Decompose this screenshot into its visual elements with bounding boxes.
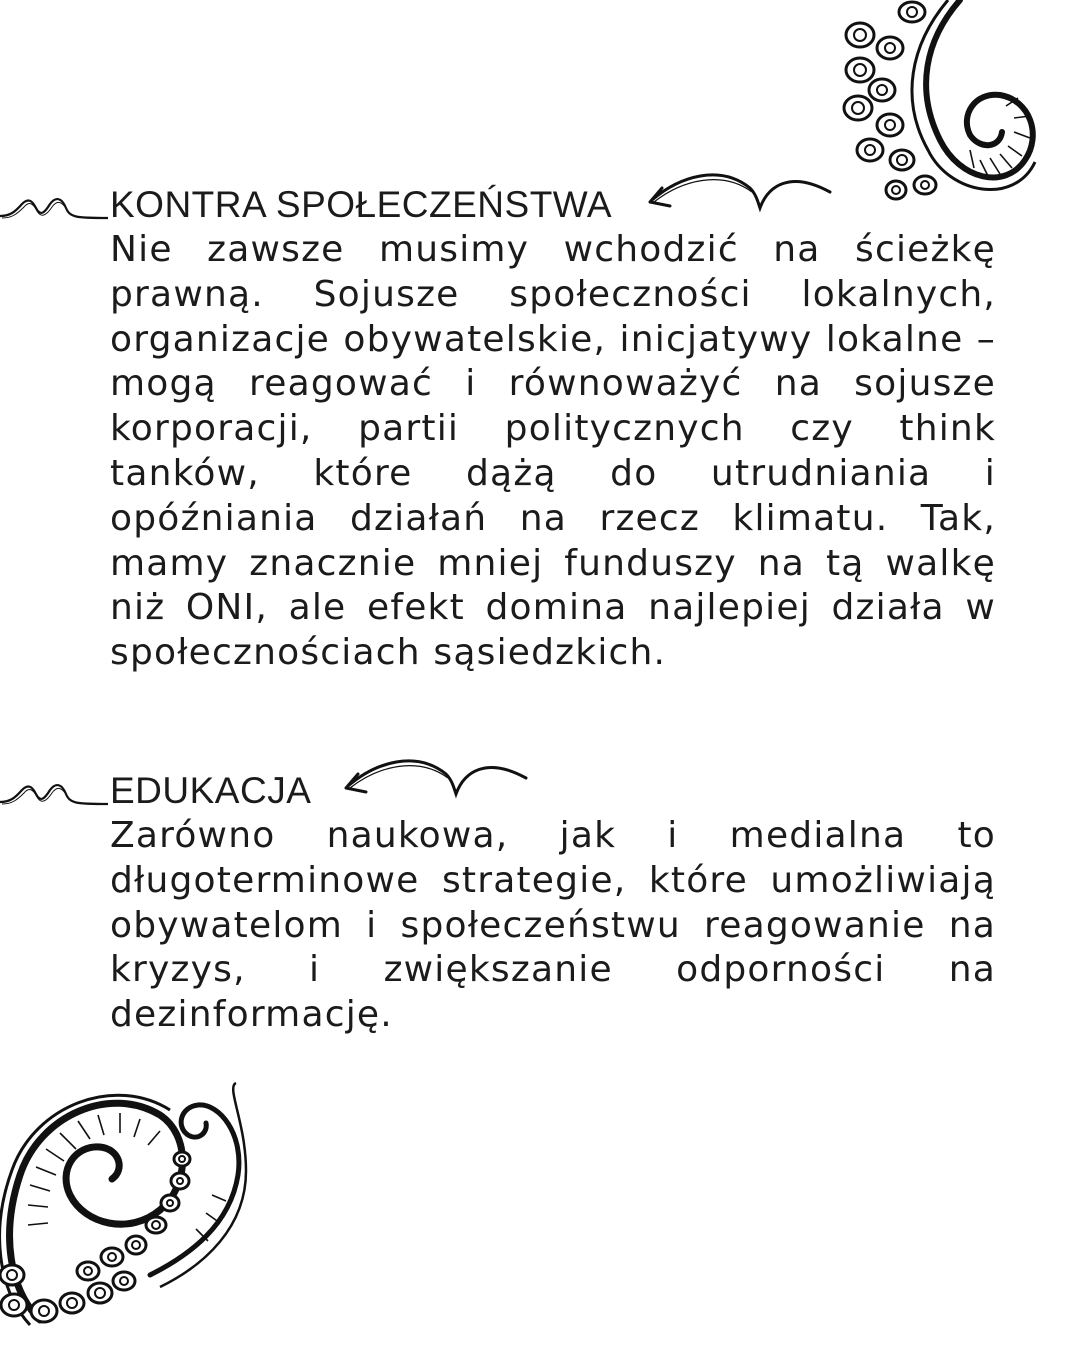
tentacle-bottom-left-illustration xyxy=(0,1075,250,1330)
section-body-text: Zarówno naukowa, jak i medialna to długoterminowe strategie, które umożliwiają obywatelom i społeczeństwu reagowanie na kryzys, i zwiększanie odporności na dezinformację. xyxy=(110,815,996,1036)
section-heading-row xyxy=(0,766,880,816)
hand-drawn-arrow-icon xyxy=(640,168,840,218)
section-body-text: Nie zawsze musimy wchodzić na ścieżkę prawną. Sojusze społeczności lokalnych, organizacje obywatelskie, inicjatywy lokalne – mogą reagować i równoważyć na sojusze korporacji, partii politycznych czy think tanków, które dążą do utrudniania i opóźniania działań na rzecz klimatu. Tak, mamy znacznie mniej funduszy na tą walkę niż ONI, ale efekt domina najlepiej działa w społecznościach sąsiedzkich. xyxy=(110,229,996,674)
squiggle-line-icon xyxy=(0,774,110,810)
section-heading-row xyxy=(0,180,880,230)
squiggle-line-icon xyxy=(0,188,110,224)
section-heading: KONTRA SPOŁECZEŃSTWA xyxy=(110,184,613,225)
section-heading: EDUKACJA xyxy=(110,770,312,811)
hand-drawn-arrow-icon xyxy=(336,754,536,804)
